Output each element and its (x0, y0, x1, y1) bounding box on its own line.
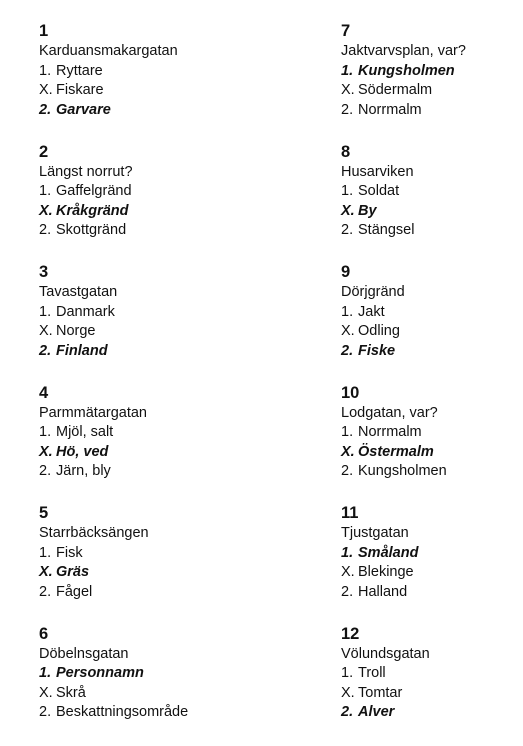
question-block (341, 382, 523, 503)
option-label: Småland (358, 544, 419, 561)
question-text: Parmmätargatan (39, 404, 147, 421)
answer-option (341, 221, 523, 241)
answer-option (39, 221, 279, 241)
option-key: 1. (341, 183, 354, 200)
option-label: Tomtar (358, 684, 403, 701)
option-label: Gräs (56, 564, 90, 581)
option-key: 1. (39, 424, 52, 441)
answer-option (39, 303, 279, 323)
option-label: Fågel (56, 583, 93, 600)
answer-option (39, 684, 279, 704)
option-label: Personnamn (56, 665, 144, 682)
option-label: Jakt (358, 303, 385, 320)
option-label: Mjöl, salt (56, 424, 114, 441)
option-key: 2. (39, 704, 52, 721)
question-block (39, 382, 279, 503)
option-key: 2. (39, 583, 52, 600)
option-key: X. (39, 564, 53, 581)
question-number: 3 (39, 263, 49, 282)
question-number: 9 (341, 263, 351, 282)
answer-option-correct (39, 101, 279, 121)
answer-option (341, 462, 523, 482)
option-key: 1. (39, 62, 52, 79)
option-label: Alver (358, 704, 395, 721)
question-text: Jaktvarvsplan, var? (341, 43, 466, 59)
question-text: Husarviken (341, 163, 414, 180)
option-label: Gaffelgränd (56, 183, 132, 200)
answer-option-correct (341, 62, 523, 82)
answer-option-correct (39, 342, 279, 362)
answer-option (39, 62, 279, 82)
option-label: Kråkgränd (56, 202, 129, 219)
question-block (341, 20, 523, 141)
option-label: Ryttare (56, 62, 103, 79)
option-label: Finland (56, 342, 108, 359)
option-label: Kungsholmen (358, 463, 447, 480)
option-label: Soldat (358, 183, 400, 200)
answer-option (39, 583, 279, 603)
answer-option (341, 583, 523, 603)
answer-option (341, 322, 523, 342)
answer-option-correct (341, 544, 523, 564)
question-number: 6 (39, 624, 49, 643)
answer-option-correct (341, 342, 523, 362)
option-key: X. (341, 323, 355, 340)
question-number: 2 (39, 142, 49, 161)
question-number: 12 (341, 624, 360, 643)
question-block (39, 20, 279, 141)
question-block (39, 141, 279, 262)
option-key: 1. (341, 62, 354, 79)
question-number: 5 (39, 504, 49, 523)
answer-option (39, 423, 279, 443)
question-text: Starrbäcksängen (39, 525, 149, 542)
question-number: 10 (341, 383, 360, 402)
answer-option (39, 462, 279, 482)
question-text: Karduansmakargatan (39, 43, 178, 59)
question-block (341, 261, 523, 382)
option-key: 1. (341, 303, 354, 320)
option-key: 1. (341, 424, 354, 441)
question-text: Tjustgatan (341, 525, 409, 542)
option-key: X. (39, 443, 53, 460)
question-text: Lodgatan, var? (341, 404, 438, 421)
option-label: Hö, ved (56, 443, 109, 460)
answer-option (341, 303, 523, 323)
option-key: 1. (341, 665, 354, 682)
question-text: Längst norrut? (39, 163, 133, 180)
question-text: Völundsgatan (341, 645, 430, 662)
question-block (39, 261, 279, 382)
answer-option-correct (341, 703, 523, 723)
answer-option (341, 684, 523, 704)
option-label: By (358, 202, 377, 219)
option-label: Danmark (56, 303, 115, 320)
option-label: Norrmalm (358, 101, 422, 118)
option-key: X. (341, 564, 355, 581)
question-text: Döbelnsgatan (39, 645, 129, 662)
answer-option (341, 182, 523, 202)
option-key: X. (341, 202, 355, 219)
option-key: 1. (341, 544, 354, 561)
option-label: Fiskare (56, 82, 104, 98)
option-label: Beskattningsområde (56, 704, 189, 721)
option-key: 2. (341, 704, 354, 721)
option-label: Fisk (56, 544, 83, 561)
option-key: 1. (39, 665, 52, 682)
option-label: Skottgränd (56, 222, 127, 239)
answer-option (341, 423, 523, 443)
option-label: Stängsel (358, 222, 415, 239)
question-block (341, 502, 523, 623)
option-key: 2. (39, 463, 52, 480)
option-key: X. (341, 443, 355, 460)
answer-option-correct (39, 443, 279, 463)
option-key: 1. (39, 303, 52, 320)
answer-option (39, 322, 279, 342)
question-number: 4 (39, 383, 49, 402)
option-label: Södermalm (358, 82, 433, 98)
answer-option-correct (39, 664, 279, 684)
option-label: Kungsholmen (358, 62, 455, 79)
question-number: 8 (341, 142, 351, 161)
answer-option-correct (39, 202, 279, 222)
option-key: X. (39, 323, 53, 340)
right-column (341, 20, 523, 744)
option-key: X. (39, 82, 53, 98)
option-label: Garvare (56, 101, 111, 118)
option-label: Skrå (56, 684, 86, 701)
option-label: Östermalm (358, 443, 434, 460)
answer-option (341, 664, 523, 684)
option-label: Troll (358, 665, 386, 682)
option-key: X. (341, 82, 355, 98)
option-key: 2. (341, 463, 354, 480)
option-key: 2. (341, 222, 354, 239)
question-number: 11 (341, 504, 359, 523)
option-key: 1. (39, 544, 52, 561)
option-label: Norge (56, 323, 96, 340)
answer-option (341, 101, 523, 121)
option-key: 1. (39, 183, 52, 200)
answer-option-correct (39, 563, 279, 583)
option-key: 2. (341, 342, 354, 359)
answer-option (39, 544, 279, 564)
option-key: 2. (39, 101, 52, 118)
question-number: 7 (341, 22, 351, 40)
option-label: Järn, bly (56, 463, 111, 480)
option-label: Blekinge (358, 564, 414, 581)
question-block (39, 623, 279, 744)
question-block (39, 502, 279, 623)
option-key: 2. (341, 583, 354, 600)
question-text: Tavastgatan (39, 284, 118, 301)
option-key: 2. (341, 101, 354, 118)
answer-option (39, 182, 279, 202)
answer-option-correct (341, 443, 523, 463)
option-key: 2. (39, 222, 52, 239)
answer-option (341, 81, 523, 101)
left-column (39, 20, 279, 744)
option-label: Norrmalm (358, 424, 422, 441)
question-block (341, 623, 523, 744)
option-key: X. (39, 202, 53, 219)
option-label: Halland (358, 583, 408, 600)
option-label: Fiske (358, 342, 396, 359)
answer-option-correct (341, 202, 523, 222)
question-block (341, 141, 523, 262)
option-label: Odling (358, 323, 400, 340)
option-key: X. (39, 684, 53, 701)
answer-option (39, 81, 279, 101)
option-key: X. (341, 684, 355, 701)
answer-option (341, 563, 523, 583)
question-number: 1 (39, 22, 49, 40)
question-text: Dörjgränd (341, 284, 405, 301)
option-key: 2. (39, 342, 52, 359)
answer-option (39, 703, 279, 723)
